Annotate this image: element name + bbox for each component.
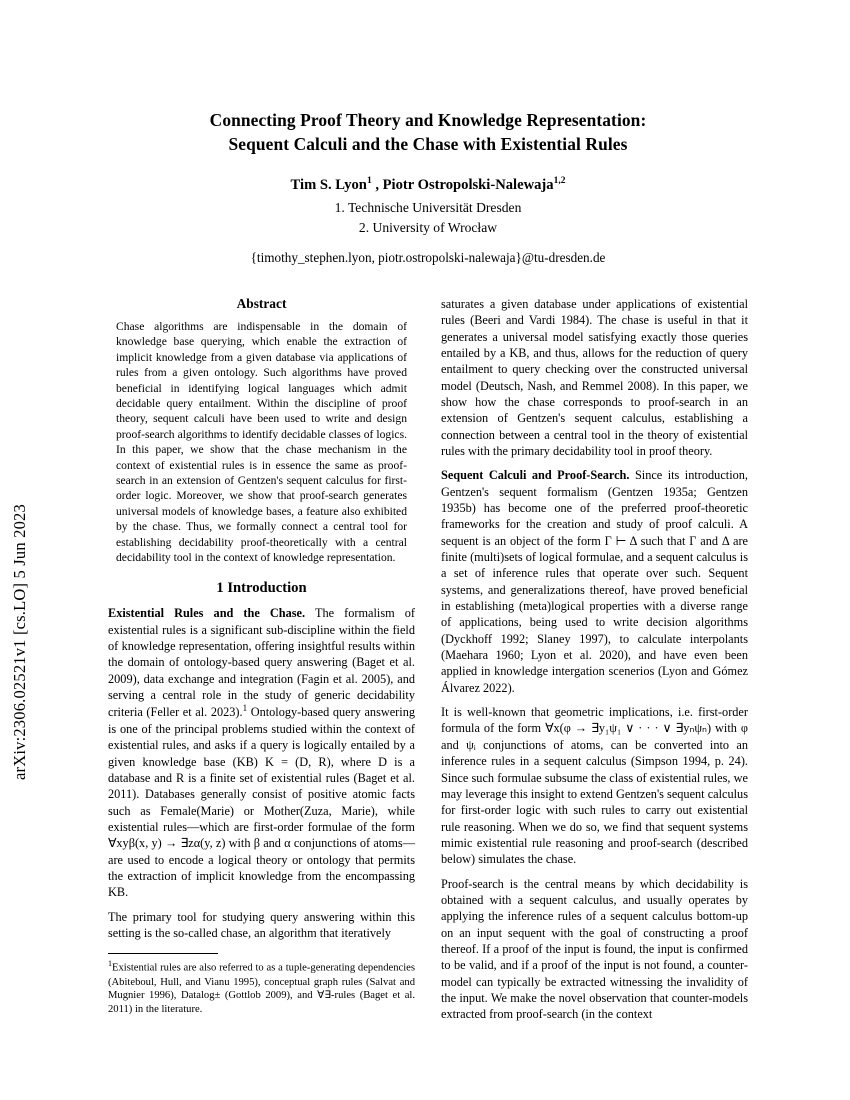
author-1-affiliation-marker: 1 xyxy=(366,176,372,187)
author-2-name: Piotr Ostropolski-Nalewaja xyxy=(382,176,554,193)
right-paragraph-2-text: Since its introduction, Gentzen's sequent formalism (Gentzen 1935a; Gentzen 1935b) has become one of the preferred proof-theoretic frameworks for the creation and study of proof calculi. A sequent is an object of the form Γ ⊢ Δ such that Γ and Δ are finite (multi)sets of logical formulae, and a sequent calculus is a set of inference rules that operate over such. Sequent systems, and generalizations thereof, have proved beneficial in establishing (meta)logical properties with a diverse range of applications, being used to write decision algorithms (Dyckhoff 1992; Slaney 1997), to calculate interpolants (Maehara 1960; Lyon et al. 2020), and have even been applied in knowledge intergation scenerios (Lyon and Gómez Álvarez 2022). xyxy=(441,468,748,695)
affiliation-1: 1. Technische Universität Dresden xyxy=(334,199,522,215)
right-paragraph-3: It is well-known that geometric implications, i.e. first-order formula of the form ∀x(φ → ∃y₁ψ₁ ∨ · · · ∨ ∃yₙψₙ) with φ and ψᵢ conjunctions of atoms, can be converted into an inference rules in a sequent calculus (Simpson 1994, p. 24). Since such formulae subsume the class of existential rules, we may leverage this insight to extend Gentzen's sequent calculus for first-order logic with such rules to carry out existential rule reasoning. When we do so, we find that sequent systems mimic existential rule reasoning and proof-search (described below) simulates the chase. xyxy=(441,705,748,867)
abstract-heading: Abstract xyxy=(236,295,287,311)
paragraph-runin-heading: Existential Rules and the Chase. xyxy=(108,606,306,621)
section-1-paragraph-1 xyxy=(108,605,415,900)
author-2-affiliation-marker: 1,2 xyxy=(553,176,566,187)
right-paragraph-1: saturates a given database under applications of existential rules (Beeri and Vardi 1984). The chase is useful in that it generates a universal model satisfying exactly those queries entailed by a KB, and thus, allows for the reduction of query entailment to query checking over the constructed universal model (Deutsch, Nash, and Remmel 2008). In this paper, we show how the chase corresponds to proof-search in an extension of Gentzen's sequent calculus, establishing a connection between a central tool in the theory of existential rules with the primary decidability tool in proof theory. xyxy=(441,296,748,458)
right-paragraph-2 xyxy=(441,467,748,696)
footnote-reference-1: 1 xyxy=(242,703,248,714)
section-1-paragraph-1-continued: Ontology-based query answering is one of the principal problems studied within the context of existential rules, and asks if a query is logically entailed by a given knowledge base (KB) K = (D, R), where D is a database and R is a finite set of existential rules (Baget et al. 2011). Databases generally consist of positive atomic facts such as Female(Marie) or Mother(Zuza, Marie), while existential rules—which are first-order formulae of the form ∀xyβ(x, y) → ∃zα(y, z) with β and α conjunctions of atoms—are used to encode a logical theory or ontology that permits the extraction of implicit knowledge from the encompassing KB. xyxy=(108,705,415,900)
footnote-1-text: Existential rules are also referred to as a tuple-generating dependencies (Abiteboul, Hull, and Vianu 1995), conceptual graph rules (Salvat and Mugnier 1996), Datalog± (Gottlob 2009), and ∀∃-rules (Baget et al. 2011) in the literature. xyxy=(108,962,415,1016)
footnote-1-marker: 1 xyxy=(108,959,112,969)
affiliation-2: 2. University of Wrocław xyxy=(358,219,498,235)
footnote-1 xyxy=(108,959,415,1017)
author-1-name: Tim S. Lyon xyxy=(290,176,367,193)
footnote-divider xyxy=(108,953,218,954)
author-list xyxy=(108,176,748,194)
author-separator: , xyxy=(371,176,383,193)
paper-content xyxy=(108,108,748,1023)
paper-title-line2: Sequent Calculi and the Chase with Existential Rules xyxy=(228,134,628,155)
paper-title xyxy=(108,108,748,156)
two-column-body xyxy=(108,296,748,1023)
section-1-paragraph-2: The primary tool for studying query answering within this setting is the so-called chase, an algorithm that iteratively xyxy=(108,909,415,941)
abstract-text: Chase algorithms are indispensable in the domain of knowledge base querying, which enable the extraction of implicit knowledge from a given database via applications of rules from a given ontology. Such algorithms have proved beneficial in identifying logical languages which admit decidable query entailment. Within the discipline of proof theory, sequent calculi have been used to write and design proof-search algorithms to identify decidable classes of logics. In this paper, we show that the chase mechanism in the context of existential rules is in essence the same as proof-search in an extension of Gentzen's sequent calculus for first-order logic. Moreover, we show that proof-search generates universal models of knowledge bases, a feature also exhibited by the chase. Thus, we formally connect a central tool for establishing decidability proof-theoretically with a central decidability tool in the context of knowledge representation. xyxy=(116,319,407,564)
right-paragraph-4: Proof-search is the central means by which decidability is obtained with a sequent calculus, and usually operates by applying the inference rules of a sequent calculus bottom-up on an input sequent with the goal of constructing a proof thereof. If a proof of the input is found, the input is confirmed to be valid, and if a proof of the input is not found, a counter-model can typically be extracted witnessing the invalidity of the input. We make the novel observation that counter-models extracted from proof-search (in the context xyxy=(441,876,748,1022)
paper-title-line1: Connecting Proof Theory and Knowledge Representation: xyxy=(209,110,647,130)
arxiv-identifier-stamp: arXiv:2306.02521v1 [cs.LO] 5 Jun 2023 xyxy=(10,504,29,780)
section-1-heading: 1 Introduction xyxy=(216,580,307,597)
left-column xyxy=(108,296,415,1023)
right-column xyxy=(441,296,748,1023)
section-1-paragraph-1-text: The formalism of existential rules is a significant sub-discipline within the field of knowledge representation, offering insightful results within the domain of ontology-based query answering (Baget et al. 2009), data exchange and integration (Fagin et al. 2005), and serving a central role in the study of generic decidability criteria (Feller et al. 2023). xyxy=(108,606,415,720)
contact-email: {timothy_stephen.lyon, piotr.ostropolski-nalewaja}@tu-dresden.de xyxy=(250,249,606,265)
paragraph-runin-heading-2: Sequent Calculi and Proof-Search. xyxy=(441,468,630,483)
